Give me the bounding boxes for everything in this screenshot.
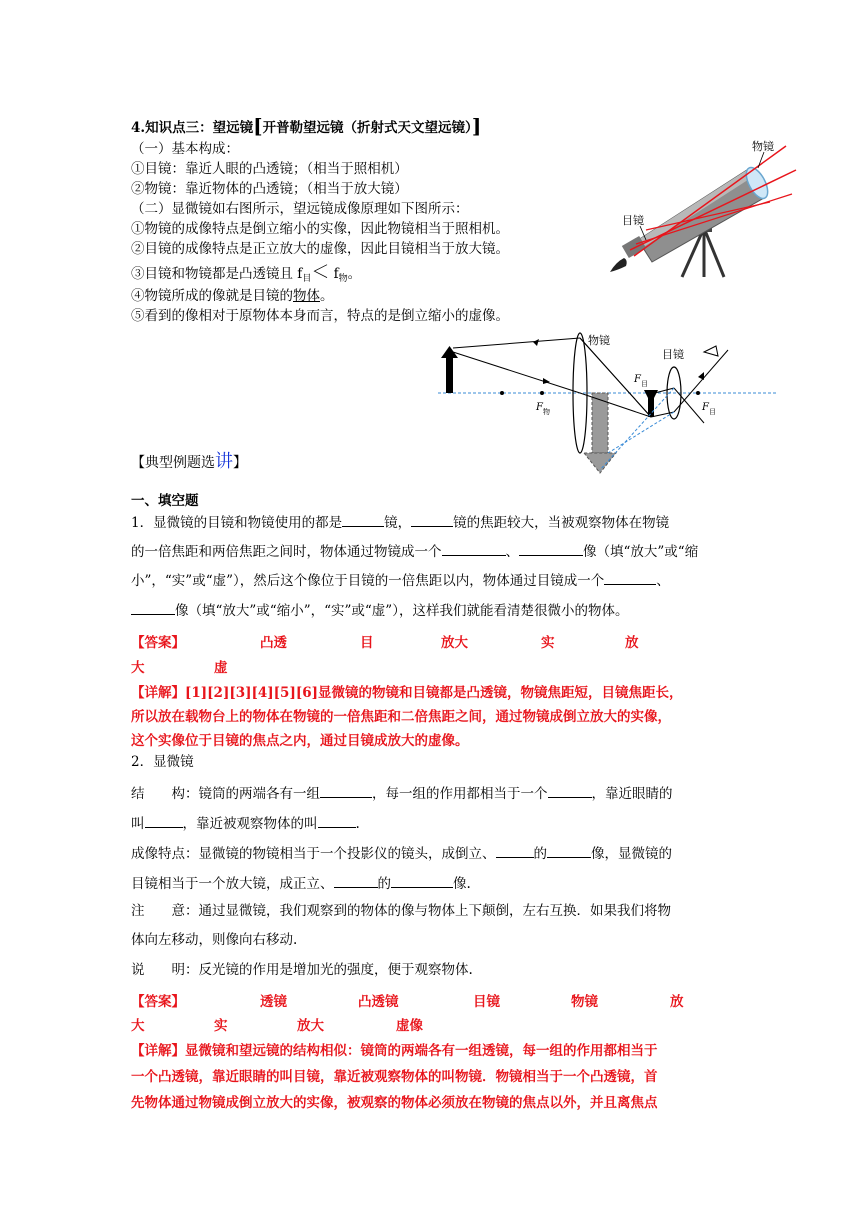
a2-line2-item-3: 放大 (297, 1018, 324, 1034)
a1-item-2: 目 (360, 635, 374, 651)
section-line-8: ④物镜所成的像就是目镜的物体。 (131, 288, 334, 304)
section-title-bracket-text: 开普勒望远镜（折射式天文望远镜） (262, 120, 472, 136)
a2-item-1: 透镜 (260, 994, 287, 1010)
svg-text:物: 物 (543, 408, 550, 416)
q1-line-4: 像（填“放大”或“缩小”，“实”或“虚”），这样我们就能看清楚很微小的物体。 (131, 600, 628, 620)
a2-detail-3: 先物体通过物镜成倒立放大的实像，被观察的物体必须放在物镜的焦点以外，并且离焦点 (131, 1095, 658, 1111)
q1-blank-5[interactable] (604, 570, 656, 585)
section-line-7: ③目镜和物镜都是凸透镜且 $f_目< f_物$。 (131, 262, 362, 284)
a2-line2-item-2: 实 (214, 1018, 228, 1034)
a1-detail-1: 【详解】[1][2][3][4][5][6]显微镜的物镜和目镜都是凸透镜，物镜焦距短，目镜焦距长， (131, 685, 683, 701)
svg-text:F: F (702, 402, 709, 413)
q1-blank-6[interactable] (131, 600, 175, 615)
a2-item-2: 凸透镜 (358, 994, 399, 1010)
a1-detail-2: 所以放在载物台上的物体在物镜的一倍焦距和二倍焦距之间，通过物镜成倒立放大的实像， (131, 709, 671, 725)
section-line-9: ⑤看到的像相对于原物体本身而言，特点的是倒立缩小的虚像。 (131, 308, 509, 324)
a2-label: 【答案】 (131, 994, 185, 1010)
a2-detail-2: 一个凸透镜，靠近眼睛的叫目镜，靠近被观察物体的叫物镜．物镜相当于一个凸透镜，首 (131, 1069, 658, 1085)
a1-line2-item-1: 大 (131, 660, 145, 676)
q2-imaging-line-2: 目镜相当于一个放大镜，成正立、 的 像. (131, 873, 471, 893)
q1-blank-3[interactable] (442, 541, 506, 556)
a2-item-4: 物镜 (571, 994, 598, 1010)
telescope-illustration (600, 132, 800, 280)
q1-blank-4[interactable] (519, 541, 583, 556)
ray-diagram (438, 328, 778, 478)
section-line-6: ②目镜的成像特点是正立放大的虚像，因此目镜相当于放大镜。 (131, 241, 509, 257)
part1-heading: 一、填空题 (131, 493, 199, 509)
q2-structure-line-1: 结 构：镜筒的两端各有一组 ，每一组的作用都相当于一个 ，靠近眼睛的 (131, 783, 673, 803)
section-title (131, 114, 482, 138)
q2-explain-line: 说 明：反光镜的作用是增加光的强度，便于观察物体. (131, 962, 473, 978)
section-line-3: ②物镜：靠近物体的凸透镜；（相当于放大镜） (131, 181, 408, 197)
a1-item-1: 凸透 (260, 635, 287, 651)
a2-line2-item-4: 虚像 (396, 1018, 423, 1034)
bracket-left: [ (253, 114, 263, 138)
q2-structure-line-2: 叫 ，靠近被观察物体的叫 . (131, 813, 360, 833)
object-arrow (446, 357, 453, 393)
q2-note-line-2: 体向左移动，则像向右移动. (131, 932, 298, 948)
ray-label-objective: 物镜 (588, 334, 610, 347)
q2-blank-2[interactable] (548, 783, 592, 798)
telescope-label-objective: 物镜 (752, 140, 774, 153)
q2-blank-8[interactable] (391, 873, 453, 888)
ray-label-eyepiece: 目镜 (662, 348, 684, 361)
svg-text:目: 目 (641, 380, 648, 388)
a1-label: 【答案】 (131, 635, 185, 651)
q1-blank-2[interactable] (411, 512, 453, 527)
bracket-right: ] (471, 114, 482, 138)
section-line-5: ①物镜的成像特点是倒立缩小的实像，因此物镜相当于照相机。 (131, 221, 509, 237)
a2-detail-1: 【详解】显微镜和望远镜的结构相似：镜筒的两端各有一组透镜，每一组的作用都相当于 (131, 1043, 658, 1059)
a1-item-3: 放大 (441, 635, 468, 651)
a1-detail-3: 这个实像位于目镜的焦点之内，通过目镜成放大的虚像。 (131, 733, 469, 749)
a1-line2-item-2: 虚 (214, 660, 228, 676)
examples-heading: 【典型例题选讲】 (131, 451, 247, 472)
a2-item-5: 放 (670, 994, 684, 1010)
a2-item-3: 目镜 (473, 994, 500, 1010)
q1-line-3: 小”，“实”或“虚”），然后这个像位于目镜的一倍焦距以内，物体通过目镜成一个 、 (131, 570, 670, 590)
a1-item-5: 放 (625, 635, 639, 651)
q1-line-2: 的一倍焦距和两倍焦距之间时，物体通过物镜成一个 、 像（填“放大”或“缩 (131, 541, 698, 561)
telescope-label-eyepiece: 目镜 (622, 214, 644, 227)
q2-blank-6[interactable] (547, 843, 591, 858)
q2-imaging-line-1: 成像特点：显微镜的物镜相当于一个投影仪的镜头，成倒立、 的 像，显微镜的 (131, 843, 672, 863)
svg-text:目: 目 (709, 408, 716, 416)
q2-blank-4[interactable] (318, 813, 356, 828)
section-title-prefix: 4.知识点三：望远镜 (131, 120, 254, 136)
section-line-2: ①目镜：靠近人眼的凸透镜；（相当于照相机） (131, 161, 408, 177)
q1-line-1: 1．显微镜的目镜和物镜使用的都是 镜， 镜的焦距较大，当被观察物体在物镜 (131, 512, 669, 532)
q2-blank-3[interactable] (145, 813, 183, 828)
q1-blank-1[interactable] (342, 512, 384, 527)
eye-icon (704, 346, 718, 356)
q2-note-line-1: 注 意：通过显微镜，我们观察到的物体的像与物体上下颠倒，左右互换．如果我们将物 (131, 903, 671, 919)
svg-text:F: F (634, 374, 641, 385)
q2-blank-7[interactable] (334, 873, 378, 888)
svg-text:F: F (536, 402, 543, 413)
a2-line2-item-1: 大 (131, 1018, 145, 1034)
a1-item-4: 实 (541, 635, 555, 651)
section-line-4: （二）显微镜如右图所示，望远镜成像原理如下图所示： (131, 201, 469, 217)
q2-blank-1[interactable] (320, 783, 372, 798)
q2-title: 2．显微镜 (131, 754, 194, 770)
section-line-1: （一）基本构成： (131, 141, 239, 157)
q2-blank-5[interactable] (496, 843, 534, 858)
observer-eye-icon (610, 258, 627, 272)
